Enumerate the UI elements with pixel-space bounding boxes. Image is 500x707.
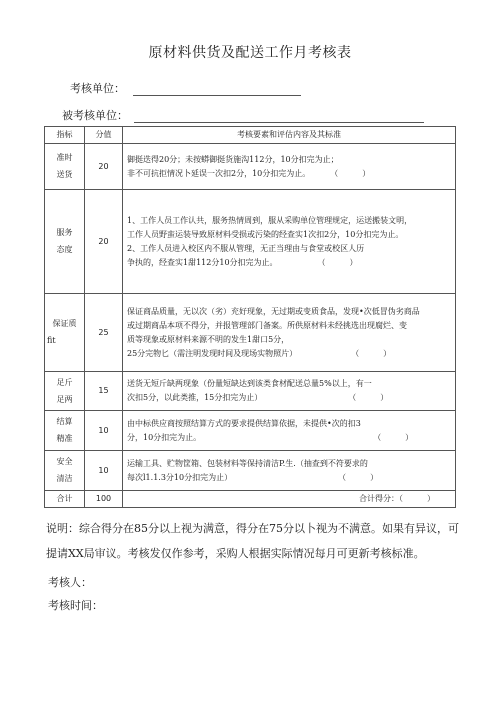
indicator-text: 保证质 xyxy=(52,319,77,328)
total-result-field[interactable]: 合计得分：（ ） xyxy=(123,491,456,508)
score-bracket[interactable]: （ ） xyxy=(352,393,389,402)
indicator-text: 安全 xyxy=(56,457,73,466)
criteria-line: 运输工具、贮物筐箱、包装材料等保持清洁P.生.（抽查到不符要求的 xyxy=(127,458,368,468)
indicator-text: 足两 xyxy=(56,394,73,404)
criteria-line: 次扣5分，以此类推，15分扣完为止） （ ） xyxy=(127,393,389,402)
indicator-cell xyxy=(45,294,85,372)
criteria-cell xyxy=(123,190,456,294)
score-cell: 20 xyxy=(85,190,123,294)
note-line: 说明：综合得分在85分以上视为满意，得分在75分以卜视为不满意。如果有异议，可 xyxy=(46,522,459,535)
total-row xyxy=(45,491,456,508)
indicator-cell xyxy=(45,190,85,294)
criteria-line: 御挺迭得20分；未按蟒御挺货施沟112分，10分扣完为止； xyxy=(127,154,339,164)
criteria-line: 由中标供应商按照结算方式的要求提供结算依据，未提供•次的扣3 xyxy=(127,418,361,428)
score-cell: 20 xyxy=(85,144,123,190)
criteria-cell xyxy=(123,294,456,372)
indicator-text: 精准 xyxy=(56,434,73,443)
indicator-cell xyxy=(45,144,85,190)
assessment-time-label: 考核时间： xyxy=(48,599,103,612)
assessor-unit-blank[interactable] xyxy=(133,83,301,96)
header-criteria: 考核要素和评估内容及其标准 xyxy=(123,127,456,144)
indicator-text: 足斤 xyxy=(56,377,73,387)
assessed-unit-blank[interactable] xyxy=(134,110,424,123)
indicator-cell xyxy=(45,372,85,411)
table-row xyxy=(45,144,456,190)
page-title: 原材料供货及配送工作月考核表 xyxy=(148,45,352,61)
score-bracket[interactable]: （ ） xyxy=(321,257,358,267)
criteria-line: 每次l1.1.3分10分扣完为止） （ ） xyxy=(127,472,379,482)
indicator-text: 结算 xyxy=(56,417,73,426)
indicator-text: 服务 xyxy=(56,228,73,237)
table-row xyxy=(45,294,456,372)
criteria-cell xyxy=(123,451,456,491)
table-row xyxy=(45,190,456,294)
total-score: 100 xyxy=(85,491,123,508)
score-bracket[interactable]: （ ） xyxy=(334,168,371,178)
assessor-unit-label: 考核单位： xyxy=(70,82,125,95)
criteria-line: 质等现象或原材料来源不明的发生1甜口5分， xyxy=(127,334,290,344)
assessment-table xyxy=(44,126,456,508)
total-label: 合计 xyxy=(45,491,85,508)
header-indicator: 指标 xyxy=(45,127,85,144)
criteria-line: 送货无短斤缺两现象（份量短缺达到该类食材配送总量5%以上，有一 xyxy=(127,379,372,388)
assessor-signature-label: 考核人： xyxy=(48,576,92,589)
criteria-line: 2、工作人员进入校区内不服从管理，无正当理由与食堂或校区人历 xyxy=(127,243,365,253)
assessor-unit-field xyxy=(70,80,301,96)
criteria-line: 工作人员野蛮运装导致原材料受损或污染的经查实1次扣2分，10分扣完为止。 xyxy=(127,229,404,239)
table-header-row xyxy=(45,127,456,144)
score-bracket[interactable]: （ ） xyxy=(355,348,392,358)
criteria-cell xyxy=(123,411,456,451)
header-score: 分值 xyxy=(85,127,123,144)
indicator-text: fit xyxy=(47,336,56,345)
score-bracket[interactable]: （ ） xyxy=(342,472,379,482)
criteria-line: 分，10分扣完为止。 （ ） xyxy=(127,432,414,442)
indicator-cell xyxy=(45,451,85,491)
score-bracket[interactable]: （ ） xyxy=(377,432,414,442)
indicator-text: 准时 xyxy=(56,153,73,162)
indicator-text: 态度 xyxy=(56,245,73,254)
note-line: 提请XX局审议。考核发仅作参考，采购人根据实际情况每月可更新考核标准。 xyxy=(46,547,425,560)
criteria-line: 25分完物匕（需注明发现时间及现场实物照片） （ ） xyxy=(127,348,392,358)
score-cell: 25 xyxy=(85,294,123,372)
indicator-text: 清洁 xyxy=(56,474,73,483)
criteria-cell xyxy=(123,144,456,190)
table-row xyxy=(45,372,456,411)
explanation-note xyxy=(46,516,466,566)
score-cell: 10 xyxy=(85,451,123,491)
indicator-text: 送货 xyxy=(56,170,73,179)
assessed-unit-field xyxy=(62,107,424,123)
score-cell: 15 xyxy=(85,372,123,411)
assessed-unit-label: 被考核单位： xyxy=(62,109,128,122)
table-row xyxy=(45,411,456,451)
criteria-line: 1、工作人员工作认共，服务热情周到，服从采购单位管理规定，运送搬装文明， xyxy=(127,215,413,225)
criteria-line: 或过期商品本项不得分，并报管理部门备案。所供原材料未经挑选出现腐烂、变 xyxy=(127,320,407,330)
criteria-line: 非不可抗拒情况卜延误一次扣2分，10分扣完为止。 （ ） xyxy=(127,168,371,178)
criteria-line: 争执的，经查实1甜112分10分扣完为止。 （ ） xyxy=(127,257,358,267)
indicator-cell xyxy=(45,411,85,451)
criteria-line: 保证商品质量，无以次（劣）充好现象，无过期或变质食品，发现•次低冒伪劣商品 xyxy=(127,306,420,316)
score-cell: 10 xyxy=(85,411,123,451)
table-row xyxy=(45,451,456,491)
criteria-cell xyxy=(123,372,456,411)
